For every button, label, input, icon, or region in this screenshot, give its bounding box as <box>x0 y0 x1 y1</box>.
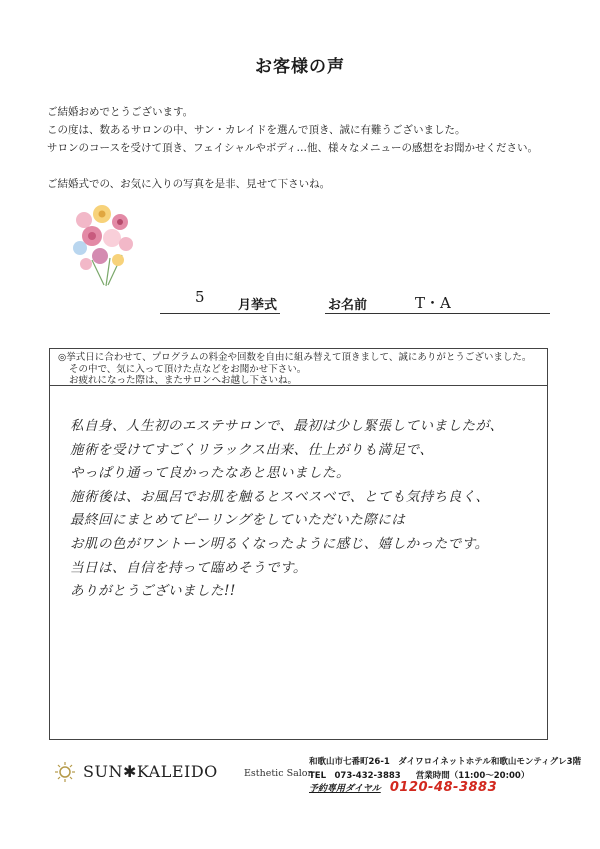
comment-line: 施術後は、お風呂でお肌を触るとスベスベで、とても気持ち良く、 <box>70 488 490 505</box>
reservation-number[interactable]: 0120-48-3883 <box>389 780 498 795</box>
salon-address: 和歌山市七番町26-1 ダイワロイネットホテル和歌山モンティグレ3階 <box>309 757 582 767</box>
comment-line: ありがとうございました!! <box>70 583 236 600</box>
wedding-month-value: 5 <box>195 288 205 306</box>
intro-line: ご結婚式での、お気に入りの写真を是非、見せて下さいね。 <box>47 178 331 190</box>
comment-line: 当日は、自信を持って臨めそうです。 <box>70 559 307 576</box>
flower-bouquet-icon <box>62 200 142 290</box>
header-line: ◎挙式日に合わせて、プログラムの料金や回数を自由に組み替えて頂きまして、誠にありがとうございました。 <box>58 352 532 363</box>
comment-line: 私自身、人生初のエステサロンで、最初は少し緊張していましたが、 <box>70 418 504 434</box>
comment-line: 最終回にまとめてピーリングをしていただいた際には <box>70 512 406 529</box>
brand-name: SUN✱KALEIDO <box>83 762 218 781</box>
comment-line: やっぱり通って良かったなあと思いました。 <box>70 465 350 482</box>
wedding-month-label: 月挙式 <box>238 298 278 313</box>
handwritten-comment <box>70 415 503 604</box>
header-line: お疲れになった際は、またサロンへお越し下さいね。 <box>69 375 298 386</box>
sun-logo-icon <box>54 761 76 783</box>
page-title: お客様の声 <box>255 57 345 77</box>
name-value: T・A <box>415 294 451 312</box>
name-label: お名前 <box>328 298 368 313</box>
salon-tel: TEL 073-432-3883 <box>309 771 401 781</box>
comment-box-header <box>50 349 547 386</box>
intro-line: この度は、数あるサロンの中、サン・カレイドを選んで頂き、誠に有難うございました。 <box>47 124 466 136</box>
intro-text <box>47 103 538 193</box>
brand-subtitle: Esthetic Salon <box>244 768 314 779</box>
reservation-line <box>309 780 497 795</box>
business-hours: 営業時間（11:00～20:00） <box>415 771 530 781</box>
month-underline <box>160 313 280 314</box>
comment-line: お肌の色がワントーン明るくなったように感じ、嬉しかったです。 <box>70 535 489 552</box>
reservation-label: 予約専用ダイヤル <box>309 784 381 794</box>
name-underline <box>325 313 550 314</box>
comment-line: 施術を受けてすごくリラックス出来、仕上がりも満足で、 <box>70 441 434 458</box>
header-line: その中で、気に入って頂けた点などをお聞かせ下さい。 <box>69 363 307 375</box>
intro-line: サロンのコースを受けて頂き、フェイシャルやボディ…他、様々なメニューの感想をお聞かせください。 <box>47 142 538 154</box>
intro-line: ご結婚おめでとうございます。 <box>47 106 194 118</box>
